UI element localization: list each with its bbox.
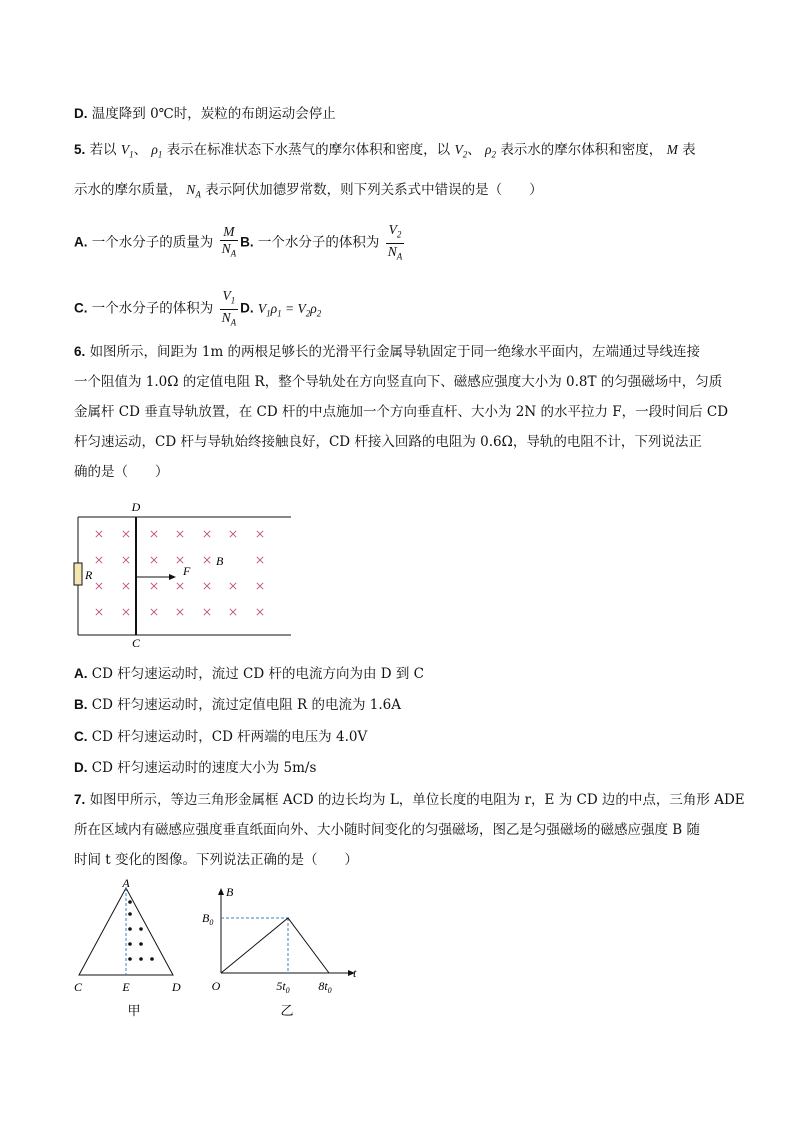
question-number: 7. (74, 792, 86, 807)
q7-triangle-figure (70, 878, 190, 1018)
fraction-v1-over-na: $\frac{V_1}{N_A}$ (221, 288, 237, 328)
option-text: CD 杆匀速运动时，流过 CD 杆的电流方向为由 D 到 C (91, 666, 425, 682)
symbol-m: M (666, 142, 678, 157)
field-dot (128, 912, 132, 916)
q6-stem-line5 (74, 462, 169, 482)
option-label: D. (74, 106, 88, 121)
stem-text: 金属杆 CD 垂直导轨放置，在 CD 杆的中点施加一个方向垂直杆、大小为 2N 的水平拉力 F，一段时间后 CD (74, 404, 729, 420)
field-cross (151, 583, 157, 589)
q5-options-cd (74, 288, 321, 330)
field-dot (139, 957, 143, 961)
magnetic-field-crosses (96, 531, 263, 615)
magnetic-field-dots (128, 900, 154, 961)
label-origin: O (211, 979, 221, 993)
y-axis-arrow (218, 888, 224, 895)
symbol-v2: $V_2$ (454, 142, 468, 160)
resistor-r (74, 563, 82, 585)
field-cross (204, 531, 210, 537)
q7-stem-line2 (74, 820, 700, 840)
stem-text: 所在区域内有磁感应强度垂直纸面向外、大小随时间变化的匀强磁场，图乙是匀强磁场的磁感应强度 B 随 (74, 822, 701, 838)
field-dot (128, 900, 132, 904)
label-t-axis: t (353, 966, 357, 980)
label-f: F (183, 564, 191, 578)
q6-stem-line4 (74, 432, 702, 452)
label-d: D (172, 980, 181, 994)
field-cross (177, 609, 183, 615)
q7-stem-line1 (74, 790, 745, 810)
option-label: A. (74, 666, 88, 681)
label-b-axis: B (226, 885, 234, 899)
q6-stem-line1 (74, 342, 700, 362)
field-cross (96, 583, 102, 589)
stem-text: 如图甲所示，等边三角形金属框 ACD 的边长均为 L，单位长度的电阻为 r，E 为 CD 边的中点，三角形 ADE (89, 792, 745, 808)
question-number: 6. (74, 344, 86, 359)
label-c: C (74, 980, 83, 994)
symbol-na: $N_A$ (186, 182, 201, 200)
question-number: 5. (74, 142, 86, 157)
option-label: D. (240, 300, 254, 316)
option-text: CD 杆匀速运动时，CD 杆两端的电压为 4.0V (91, 729, 368, 745)
field-cross (151, 609, 157, 615)
field-dot (128, 942, 132, 946)
b0-sub: 0 (209, 918, 214, 927)
field-cross (204, 583, 210, 589)
triangle-acd (79, 888, 173, 975)
q6-option-a (74, 664, 424, 684)
option-label: D. (74, 760, 88, 775)
label-5t0 (276, 979, 289, 995)
field-cross (230, 531, 236, 537)
stem-text: 如图所示，间距为 1m 的两根足够长的光滑平行金属导轨固定于同一绝缘水平面内，左端通过导线连接 (89, 344, 701, 360)
8t0-sub: 0 (327, 986, 332, 995)
5t0-main: 5t (276, 979, 286, 993)
caption-yi: 乙 (280, 1003, 294, 1018)
stem-text: 若以 (89, 142, 117, 158)
field-cross (177, 531, 183, 537)
q6-stem-line3 (74, 402, 728, 422)
q6-option-d (74, 758, 316, 778)
field-cross (96, 531, 102, 537)
field-cross (123, 609, 129, 615)
field-cross (257, 609, 263, 615)
field-dot (139, 927, 143, 931)
field-cross (204, 609, 210, 615)
field-dot (139, 942, 143, 946)
force-arrowhead (169, 574, 176, 580)
field-dot (150, 957, 154, 961)
q6-rail-figure (70, 497, 300, 652)
label-a: A (122, 878, 130, 890)
q5-options-ab (74, 222, 406, 264)
option-label: B. (240, 234, 254, 250)
field-cross (123, 583, 129, 589)
field-cross (123, 557, 129, 563)
stem-text: 表示水的摩尔体积和密度， (500, 142, 663, 158)
option-text: 一个水分子的体积为 (91, 300, 214, 317)
q6-stem-line2 (74, 372, 722, 392)
field-cross (123, 531, 129, 537)
b0-main: B (202, 911, 210, 925)
field-cross (257, 531, 263, 537)
field-cross (230, 583, 236, 589)
field-dot (128, 927, 132, 931)
q5-stem-line2 (74, 180, 543, 205)
stem-text: 一个阻值为 1.0Ω 的定值电阻 R，整个导轨处在方向竖直向下、磁感应强度大小为 0.8T 的匀强磁场中，匀质 (74, 374, 723, 390)
q5-stem-line1 (74, 140, 696, 165)
option-label: A. (74, 234, 88, 250)
stem-text: 示水的摩尔质量， (74, 182, 182, 198)
option-text: CD 杆匀速运动时的速度大小为 5m/s (91, 760, 317, 776)
symbol-rho2: $\rho_2$ (485, 142, 497, 160)
separator: 、 (133, 142, 148, 158)
label-r: R (85, 568, 93, 582)
fraction-m-over-na: $\frac{M}{N_A}$ (221, 224, 237, 260)
field-cross (177, 583, 183, 589)
option-text: 温度降到 0℃时，炭粒的布朗运动会停止 (91, 106, 336, 122)
field-cross (230, 609, 236, 615)
stem-text: 时间 t 变化的图像。下列说法正确的是（ ） (74, 852, 359, 868)
option-label: B. (74, 697, 88, 712)
field-cross (151, 531, 157, 537)
field-cross (257, 583, 263, 589)
5t0-sub: 0 (285, 986, 290, 995)
field-cross (257, 557, 263, 563)
q6-option-c (74, 727, 367, 747)
symbol-rho1: $\rho_1$ (151, 142, 163, 160)
option-text: 一个水分子的质量为 (91, 234, 214, 251)
label-b: B (216, 554, 224, 568)
q4-option-d (74, 104, 336, 124)
label-d: D (131, 500, 141, 514)
stem-text: 表示阿伏加德罗常数，则下列关系式中错误的是（ ） (205, 182, 543, 198)
option-label: C. (74, 300, 88, 316)
separator: 、 (467, 142, 481, 158)
field-cross (204, 557, 210, 563)
label-c: C (131, 636, 141, 650)
label-b0 (202, 911, 213, 927)
8t0-main: 8t (318, 979, 328, 993)
q7-bt-graph (200, 878, 370, 1023)
option-text: CD 杆匀速运动时，流过定值电阻 R 的电流为 1.6A (91, 697, 401, 713)
field-cross (96, 557, 102, 563)
stem-text: 确的是（ ） (74, 464, 169, 480)
symbol-v1: $V_1$ (120, 142, 134, 160)
field-cross (151, 557, 157, 563)
field-cross (96, 609, 102, 615)
q6-option-b (74, 695, 401, 715)
q7-stem-line3 (74, 850, 358, 870)
field-cross (177, 557, 183, 563)
stem-text: 表 (682, 142, 696, 158)
formula-v1rho1-eq-v2rho2: $V_1\rho_1 = V_2\rho_2$ (257, 300, 322, 319)
fraction-v2-over-na: $\frac{V_2}{N_A}$ (387, 222, 403, 262)
caption-jia: 甲 (127, 1003, 141, 1018)
label-8t0 (318, 979, 331, 995)
option-label: C. (74, 729, 88, 744)
b-t-curve (221, 918, 329, 973)
option-text: 一个水分子的体积为 (257, 234, 380, 251)
stem-text: 杆匀速运动，CD 杆与导轨始终接触良好，CD 杆接入回路的电阻为 0.6Ω，导轨的电阻不计，下列说法正 (74, 434, 702, 450)
label-e: E (122, 980, 130, 994)
field-dot (128, 957, 132, 961)
stem-text: 表示在标准状态下水蒸气的摩尔体积和密度，以 (166, 142, 451, 158)
